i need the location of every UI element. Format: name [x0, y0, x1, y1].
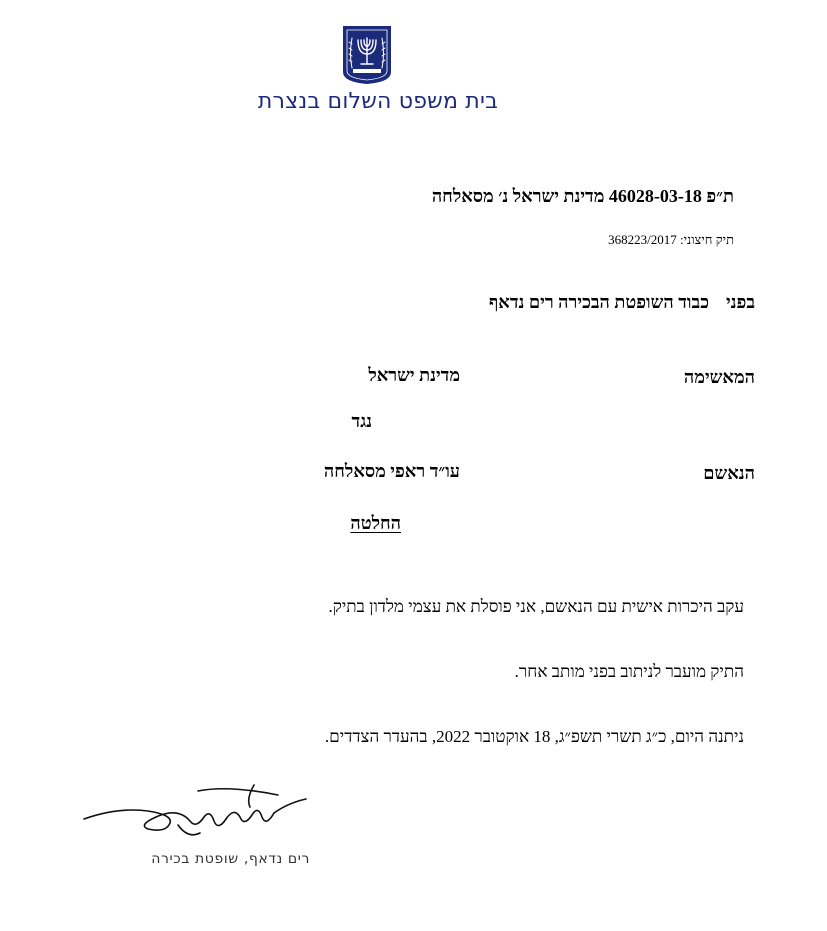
decision-paragraph: עקב היכרות אישית עם הנאשם, אני פוסלת את עצמי מלדון בתיק. — [328, 597, 744, 616]
defendant-label: הנאשם — [703, 463, 755, 483]
before-label: בפני — [725, 292, 755, 312]
judge-name: כבוד השופטת הבכירה רים נדאף — [488, 292, 709, 312]
decision-paragraph: ניתנה היום, כ״ג תשרי תשפ״ג, 18 אוקטובר 2022, בהעדר הצדדים. — [324, 727, 744, 746]
case-title: ת״פ 46028-03-18 מדינת ישראל נ׳ מסאלחה — [431, 186, 734, 206]
handwritten-signature — [78, 777, 318, 847]
versus-label: נגד — [351, 411, 372, 431]
decision-paragraph: התיק מועבר לניתוב בפני מותב אחר. — [514, 662, 744, 681]
prosecution-name: מדינת ישראל — [368, 365, 460, 385]
defendant-name: עו״ד ראפי מסאלחה — [323, 461, 460, 481]
menorah-emblem-icon — [341, 24, 393, 85]
external-case-number: תיק חיצוני: 368223/2017 — [608, 232, 734, 247]
court-name: בית משפט השלום בנצרת — [257, 89, 498, 114]
prosecution-label: המאשימה — [683, 367, 755, 387]
signer-name: רים נדאף, שופטת בכירה — [151, 851, 310, 867]
decision-heading: החלטה — [350, 513, 401, 533]
